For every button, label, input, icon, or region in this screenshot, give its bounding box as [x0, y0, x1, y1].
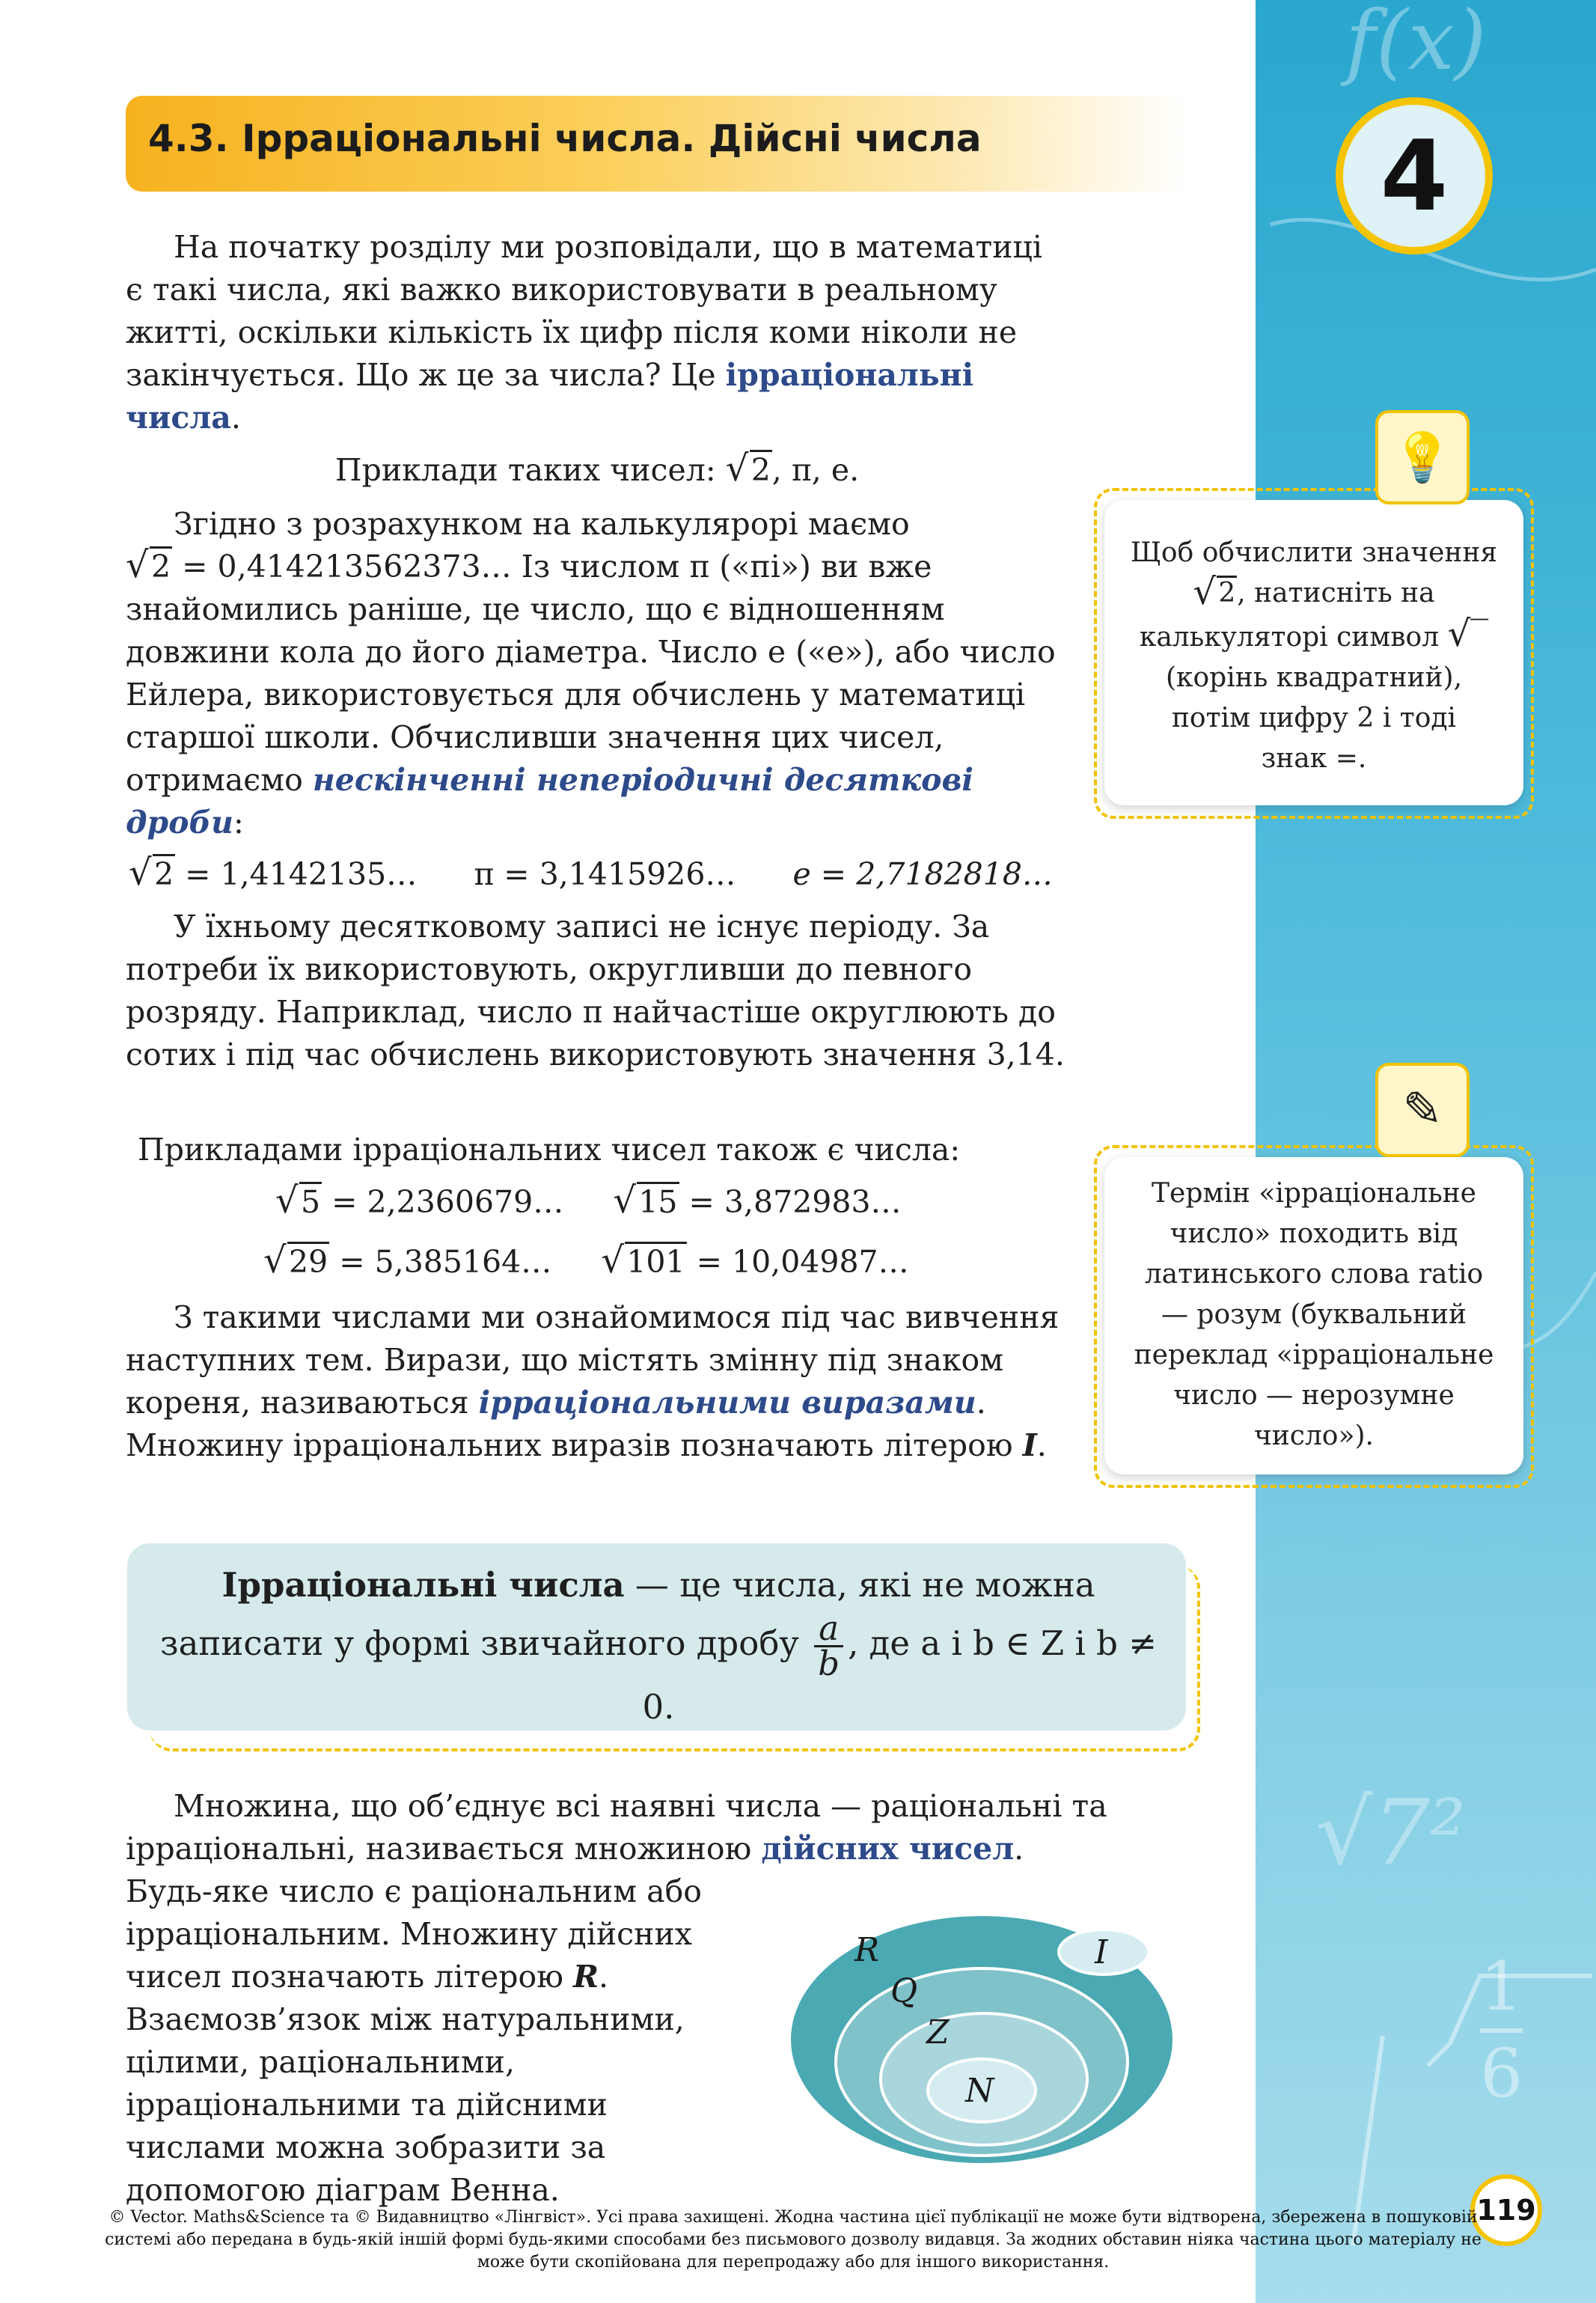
- sqrt-symbol: √ 2: [1193, 571, 1236, 613]
- example-value: = 3,872983…: [679, 1184, 902, 1220]
- examples-rest: , π, e.: [771, 452, 860, 488]
- section-title-bar: [126, 96, 1188, 192]
- section-title: 4.3. Ірраціональні числа. Дійсні числа: [148, 117, 982, 160]
- sqrt-symbol: √ 29: [263, 1239, 328, 1281]
- radicand: 2: [1217, 576, 1237, 608]
- term-irrational-numbers: ірраціональні числа: [126, 357, 974, 436]
- venn-text: Будь-яке число є раціональним або ірраціональним. Множину дійсних чисел позначають літерою: [126, 1873, 702, 1995]
- tip2-text: Термін «ірраціональне число» походить від латинського слова ratio — розум (буквальний переклад «ірраціональне число — нерозумне число»).: [1134, 1178, 1494, 1451]
- sqrt-symbol: √ 2: [725, 448, 771, 489]
- real-text: Множина, що об’єднує всі наявні числа — раціональні та ірраціональні, називається множиною: [126, 1788, 1107, 1867]
- venn-paragraph: [126, 1870, 754, 2212]
- tip1-line3: калькуляторі символ: [1139, 622, 1440, 653]
- decor-fraction-den: 6: [1480, 2034, 1523, 2113]
- real-end: .: [1014, 1831, 1024, 1867]
- real-numbers-paragraph: [126, 1785, 1203, 1870]
- tip1-box: [1104, 500, 1523, 805]
- example-value: = 10,04987…: [686, 1244, 909, 1280]
- tip1-line5: потім цифру 2 і тоді: [1171, 703, 1457, 733]
- example-value: = 2,2360679…: [322, 1184, 564, 1220]
- chapter-number-badge: 4: [1336, 97, 1493, 254]
- intro-text: На початку розділу ми розповідали, що в математиці є такі числа, які важко використовувати в реальному житті, оскільки кількість їх цифр після коми ніколи не закінчується. Що ж це за числа? Це: [126, 229, 1043, 393]
- sqrt-symbol: √ 2: [126, 544, 171, 586]
- radicand: 2: [750, 450, 772, 488]
- sqrt-key-icon: √‾: [1447, 613, 1489, 655]
- venn-label-R: R: [854, 1931, 880, 1969]
- definition-part2: , де a і b ∈ Z і b ≠ 0.: [642, 1623, 1157, 1727]
- calc-line1: Згідно з розрахунком на калькулярорі маємо: [174, 506, 910, 542]
- venn-label-N: N: [965, 2072, 994, 2110]
- fraction-num: a: [814, 1612, 843, 1647]
- calc-paragraph: [126, 503, 1068, 844]
- examples-line: [126, 449, 1068, 492]
- term-infinite-decimals: нескінченні неперіодичні десяткові дроби: [126, 762, 974, 841]
- page-number: 119: [1470, 2174, 1542, 2246]
- example-row-2: [263, 1241, 909, 1284]
- venn-text-end: . Взаємозв’язок між натуральними, цілими, раціональними, ірраціональними та дійсними числами можна зобразити за допомогою діаграм Венна.: [126, 1959, 685, 2208]
- period-paragraph: У їхньому десятковому записі не існує періоду. За потреби їх використовують, округливши до певного розряду. Наприклад, число π найчастіше округлюють до сотих і під час обчислень використовують значення 3,14.: [126, 909, 1065, 1073]
- radicand: 2: [150, 546, 172, 585]
- intro-paragraph: [126, 226, 1068, 439]
- intro-end: .: [230, 400, 241, 436]
- venn-diagram: [786, 1909, 1182, 2171]
- radicand: 2: [153, 854, 175, 892]
- sqrt-symbol: √ 5: [275, 1180, 321, 1221]
- letter-R: R: [572, 1959, 599, 1995]
- radicand: 5: [299, 1182, 322, 1220]
- pi-value: π = 3,1415926…: [474, 856, 736, 892]
- venn-label-I: I: [1095, 1933, 1108, 1971]
- radicand: 101: [625, 1242, 686, 1280]
- radicand: 29: [287, 1242, 329, 1280]
- definition-text: [157, 1558, 1160, 1734]
- example-value: = 5,385164…: [329, 1244, 552, 1280]
- decor-fx: f(x): [1345, 0, 1487, 88]
- tip1-line1: Щоб обчислити значення: [1130, 537, 1498, 568]
- fraction-a-over-b: [814, 1608, 843, 1683]
- tip1-line4: (корінь квадратний),: [1165, 662, 1463, 693]
- tip2-box: [1104, 1157, 1523, 1474]
- radicand: 15: [637, 1182, 679, 1220]
- term-real-numbers: дійсних чисел: [761, 1831, 1015, 1867]
- definition-term: Ірраціональні числа: [221, 1565, 625, 1605]
- decor-fraction-num: 1: [1480, 1946, 1523, 2033]
- tip1-line2: , натисніть на: [1237, 578, 1435, 608]
- examples-prefix: Приклади таких чисел:: [334, 452, 726, 488]
- expressions-mid: . Множину ірраціональних виразів позначають літерою: [126, 1385, 1023, 1463]
- term-irrational-expressions: ірраціональними виразами: [478, 1385, 976, 1421]
- expressions-text: З такими числами ми ознайомимося під час вивчення наступних тем. Вирази, що містять змінну під знаком кореня, називаються: [126, 1299, 1060, 1421]
- decor-root7: √7²: [1315, 1781, 1466, 1885]
- e-value: e = 2,7182818…: [792, 856, 1053, 892]
- tip1-line6: знак =.: [1261, 743, 1367, 774]
- definition-box: [127, 1543, 1186, 1730]
- letter-I: I: [1022, 1427, 1037, 1463]
- more-examples-intro: Прикладами ірраціональних чисел також є числа:: [138, 1132, 961, 1168]
- definition-part1: — це числа, які не можна записати у формі звичайного дробу: [160, 1565, 1095, 1663]
- venn-label-Z: Z: [926, 2013, 950, 2052]
- sqrt-symbol: √ 101: [601, 1239, 685, 1281]
- expressions-end: .: [1036, 1427, 1047, 1463]
- sqrt2-value: = 1,4142135…: [175, 856, 418, 892]
- pencil-icon: ✎: [1375, 1063, 1470, 1157]
- constants-row: [129, 853, 1053, 896]
- lightbulb-icon: 💡: [1375, 410, 1470, 504]
- example-row-1: [275, 1181, 902, 1224]
- expressions-paragraph: [126, 1296, 1068, 1467]
- copyright-notice: © Vector. Maths&Science та © Видавництво «Лінгвіст». Усі права захищені. Жодна частина цієї публікації не може бути відтворена, збережена в пошуковій системі або передана в будь-якій іншій формі будь-якими способами без письмового дозволу видавця. За жодних обставин ніяка частина цього матеріалу не може бути скопійована для перепродажу або для іншого використання.: [105, 2208, 1482, 2272]
- sqrt-symbol: √ 2: [129, 852, 174, 894]
- calc-line2: = 0,414213562373… Із числом π («пі») ви вже знайомились раніше, це число, що є відношенням довжини кола до його діаметра. Число e («е»), або число Ейлера, використовується для обчислень у математиці старшої школи. Обчисливши значення цих чисел, отримаємо: [126, 549, 1056, 798]
- calc-end: :: [233, 805, 244, 841]
- sqrt-symbol: √ 15: [613, 1180, 678, 1221]
- venn-label-Q: Q: [890, 1972, 918, 2010]
- fraction-den: b: [818, 1644, 840, 1683]
